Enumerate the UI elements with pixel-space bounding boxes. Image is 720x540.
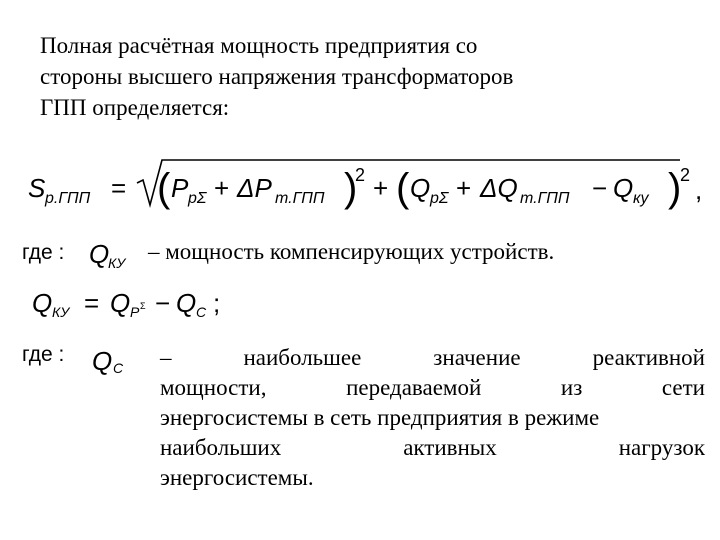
formula-equals: = <box>111 173 127 203</box>
formula-exponent-2: 2 <box>680 165 691 185</box>
formula-ku-q2: Q <box>176 288 197 318</box>
where2-line2-word: сети <box>661 375 705 400</box>
where2-line-5 <box>160 463 705 493</box>
formula-ku-minus: − <box>155 288 171 318</box>
intro-line-3: ГПП определяется: <box>40 95 230 120</box>
where2-line2-word: передаваемой <box>346 375 482 400</box>
intro-line-1: Полная расчётная мощность предприятия со <box>40 33 478 58</box>
where2-line1-word: реактивной <box>592 345 705 370</box>
formula-ku-q1: Q <box>110 288 131 318</box>
formula-Qku-subscript: ку <box>633 190 649 207</box>
where2-line4-word: нагрузок <box>618 435 705 460</box>
where2-line-1 <box>160 343 705 373</box>
left-paren-1: ( <box>157 166 171 210</box>
formula-Qku: Q <box>613 173 634 203</box>
where2-line-3 <box>160 403 705 433</box>
where1-Q-subscript: КУ <box>108 255 126 271</box>
formula-dP-subscript: т.ГПП <box>275 190 325 207</box>
where-label-1: где : <box>22 241 65 264</box>
formula-S: S <box>28 173 46 203</box>
where2-line1-word: – <box>160 345 172 370</box>
where2-line1-word: значение <box>433 345 521 370</box>
where2-line2-word: из <box>560 375 583 400</box>
formula-ku-equals: = <box>84 288 100 318</box>
formula-comma: , <box>695 175 703 205</box>
formula-dQ-subscript: т.ГПП <box>520 190 570 207</box>
formula-ku-q1-subscript: P <box>130 304 140 320</box>
where2-line3-text: энергосистемы в сеть предприятия в режиме <box>160 405 600 430</box>
formula-ku-q1-subsup: Σ <box>140 301 146 311</box>
intro-line-2: стороны высшего напряжения трансформаторов <box>40 64 514 89</box>
formula-Q: Q <box>410 173 431 203</box>
formula-plus-2: + <box>373 173 389 203</box>
where2-line-4 <box>160 433 705 463</box>
where2-Q: Q <box>92 346 113 376</box>
right-paren-2: ) <box>668 166 682 210</box>
where1-description: – мощность компенсирующих устройств. <box>148 239 555 264</box>
formula-dQ: ΔQ <box>480 173 518 203</box>
formula-P-subscript: рΣ <box>188 190 207 207</box>
formula-Q-subscript: рΣ <box>430 190 449 207</box>
formula-minus: − <box>592 173 608 203</box>
formula-exponent-1: 2 <box>355 165 366 185</box>
left-paren-2: ( <box>396 166 410 210</box>
where2-line2-word: мощности, <box>160 375 267 400</box>
where2-line-2 <box>160 373 705 403</box>
where1-Q: Q <box>89 239 110 269</box>
formula-plus-3: + <box>456 173 472 203</box>
formula-ku-q2-subscript: C <box>196 304 207 320</box>
where2-line4-word: активных <box>403 435 497 460</box>
where2-line1-word: наибольшее <box>243 345 362 370</box>
formula-P: P <box>171 173 189 203</box>
where-label-2: где : <box>22 343 65 366</box>
formula-S-subscript: р.ГПП <box>45 190 91 207</box>
where2-line4-word: наибольших <box>160 435 282 460</box>
where2-Q-subscript: С <box>113 360 124 376</box>
where2-description <box>160 343 705 493</box>
where2-line5-text: энергосистемы. <box>160 465 314 490</box>
formula-ku-lhs-subscript: КУ <box>52 304 70 320</box>
right-paren-1: ) <box>344 166 358 210</box>
formula-ku-lhs: Q <box>32 288 53 318</box>
formula-dP: ΔP <box>237 173 272 203</box>
formula-ku-semicolon: ; <box>213 288 221 318</box>
formula-plus-1: + <box>214 173 230 203</box>
